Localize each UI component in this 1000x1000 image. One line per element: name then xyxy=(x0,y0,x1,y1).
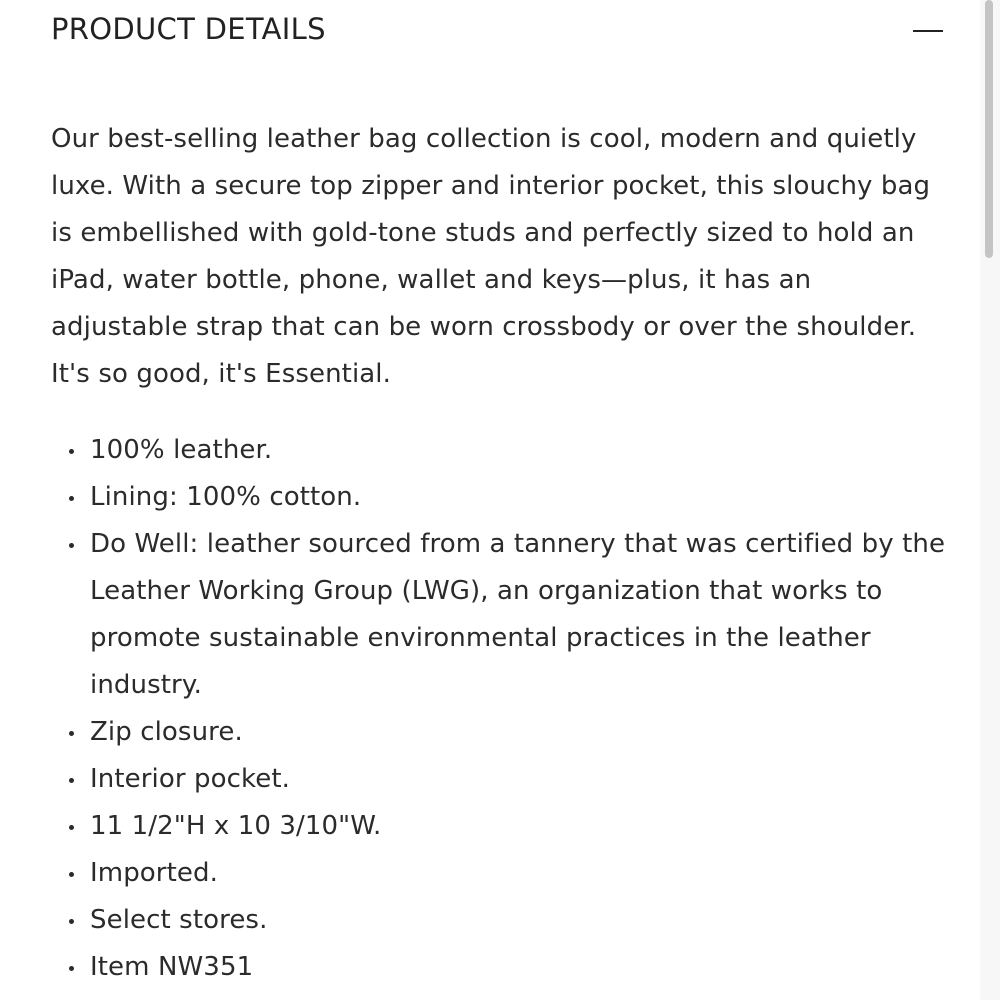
minus-icon[interactable] xyxy=(913,30,943,32)
list-item: Interior pocket. xyxy=(51,756,951,803)
list-item: Lining: 100% cotton. xyxy=(51,474,951,521)
scrollbar-thumb[interactable] xyxy=(985,0,993,258)
section-title: PRODUCT DETAILS xyxy=(51,12,326,46)
list-item: 11 1/2"H x 10 3/10"W. xyxy=(51,803,951,850)
list-item: Item NW351 xyxy=(51,944,951,991)
list-item: Do Well: leather sourced from a tannery that was certified by the Leather Working Group (LWG), an organization that works to promote sustainable environmental practices in the leather industry. xyxy=(51,521,951,709)
list-item: Zip closure. xyxy=(51,709,951,756)
details-list xyxy=(51,427,951,991)
list-item: 100% leather. xyxy=(51,427,951,474)
product-details-header[interactable] xyxy=(51,8,951,56)
list-item: Imported. xyxy=(51,850,951,897)
product-description: Our best-selling leather bag collection is cool, modern and quietly luxe. With a secure top zipper and interior pocket, this slouchy bag is embellished with gold-tone studs and perfectly sized to hold an iPad, water bottle, phone, wallet and keys—plus, it has an adjustable strap that can be worn crossbody or over the shoulder. It's so good, it's Essential. xyxy=(51,124,931,389)
list-item: Select stores. xyxy=(51,897,951,944)
